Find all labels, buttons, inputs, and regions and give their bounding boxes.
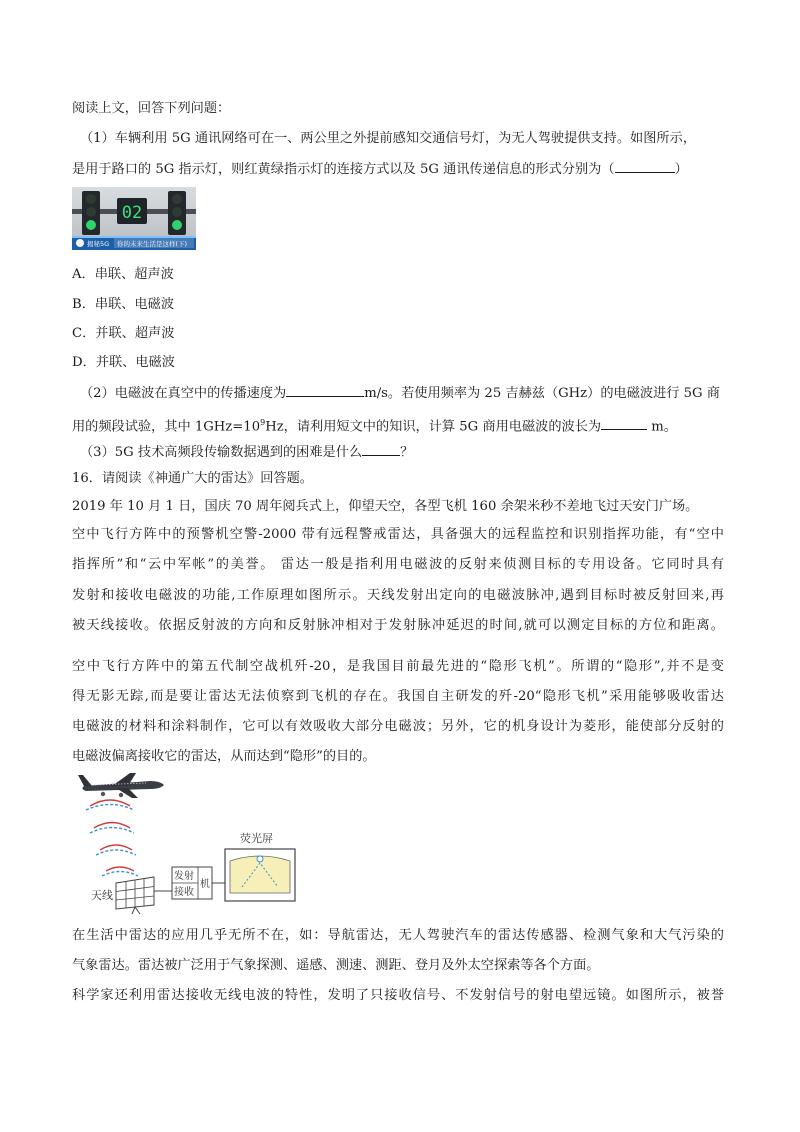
q16-title: 16．请阅读《神通广大的雷达》回答题。 — [72, 471, 313, 486]
q2-line-2 — [72, 414, 677, 436]
q16-p2-line-3: 发射和接收电磁波的功能,工作原理如图所示。天线发射出定向的电磁波脉冲,遇到目标时被反射回来,再 — [72, 588, 724, 603]
q2-line-1 — [80, 384, 720, 403]
q16-p4-line-2: 气象雷达。雷达被广泛用于气象探测、遥感、测速、测距、登月及外太空探索等各个方面。 — [72, 958, 600, 973]
q1-line-2-close: ） — [674, 162, 688, 177]
q16-p3-line-4: 电磁波偏离接收它的雷达，从而达到“隐形”的目的。 — [72, 749, 376, 764]
q16-paragraph-1: 2019 年 10 月 1 日，国庆 70 周年阅兵式上，仰望天空，各型飞机 160 余架米秒不差地飞过天安门广场。 — [72, 499, 699, 514]
traffic-light-photo — [72, 187, 196, 250]
q2-speed-blank — [286, 384, 364, 397]
radar-diagram — [72, 767, 312, 917]
q16-p4-line-1: 在生活中雷达的应用几乎无所不在，如：导航雷达，无人驾驶汽车的雷达传感器、检测气象和大气污染的 — [72, 928, 724, 943]
q2-line-1-a: （2）电磁波在真空中的传播速度为 — [80, 386, 287, 401]
photo-caption-left: 揭秘5G — [87, 240, 110, 248]
q1-answer-blank — [615, 160, 675, 173]
q3-mark: ？ — [400, 445, 414, 460]
q1-option-d: D．并联、电磁波 — [72, 355, 175, 370]
machine-label: 机 — [200, 879, 210, 890]
q3-line — [80, 443, 413, 462]
transmit-label: 发射 — [174, 871, 194, 882]
q16-p3-line-1: 空中飞行方阵中的第五代制空战机歼-20，是我国目前最先进的“隐形飞机”。所谓的“隐形”,并不是变 — [72, 659, 724, 674]
q16-p3-line-2: 得无影无踪,而是要让雷达无法侦察到飞机的存在。我国自主研发的歼-20“隐形飞机”采用能够吸收雷达 — [72, 689, 724, 704]
antenna-icon — [116, 877, 154, 914]
q16-p2-line-2: 指挥所”和“云中军帐”的美誉。 雷达一般是指利用电磁波的反射来侦测目标的专用设备。它同时具有 — [72, 557, 724, 572]
receive-label: 接收 — [174, 887, 194, 898]
countdown-display: 02 — [121, 203, 143, 223]
q2-line-2-c: m。 — [647, 419, 677, 435]
q1-option-b: B．串联、电磁波 — [72, 297, 175, 312]
q1-option-c: C．并联、超声波 — [72, 326, 175, 341]
screen-label: 荧光屏 — [240, 832, 273, 845]
q16-p2-line-1: 空中飞行方阵中的预警机空警-2000 带有远程警戒雷达，具备强大的远程监控和识别指挥功能，有“空中 — [72, 527, 724, 542]
intro-text: 阅读上文，回答下列问题： — [72, 101, 231, 116]
q16-p3-line-3: 电磁波的材料和涂料制作，它可以有效吸收大部分电磁波；另外，它的机身设计为菱形，能使部分反射的 — [72, 719, 724, 734]
q1-line-2 — [72, 160, 688, 179]
q3-text: （3）5G 技术高频段传输数据遇到的困难是什么 — [80, 445, 363, 460]
q2-wavelength-blank — [601, 417, 647, 430]
q2-exponent: 9 — [260, 418, 266, 427]
q16-p5-line-1: 科学家还利用雷达接收无线电波的特性，发明了只接收信号、不发射信号的射电望远镜。如图所示，被誉 — [72, 988, 724, 1003]
airplane-icon — [78, 773, 164, 798]
q2-line-2-b: Hz，请利用短文中的知识，计算 5G 商用电磁波的波长为 — [265, 419, 602, 435]
q1-option-a: A．串联、超声波 — [72, 267, 174, 282]
photo-caption-right: 你的未来生活是这样(下) — [117, 240, 188, 248]
q2-line-1-b: m/s。若使用频率为 25 吉赫兹（GHz）的电磁波进行 5G 商 — [364, 386, 720, 401]
fluorescent-screen — [225, 849, 295, 901]
q2-line-2-a: 用的频段试验，其中 1GHz=10 — [72, 419, 261, 435]
q1-line-2-text: 是用于路口的 5G 指示灯，则红黄绿指示灯的连接方式以及 5G 通讯传递信息的形式分别为（ — [72, 162, 615, 177]
q1-line-1: （1）车辆利用 5G 通讯网络可在一、两公里之外提前感知交通信号灯，为无人驾驶提供支持。如图所示， — [80, 131, 696, 146]
radar-waves — [86, 800, 138, 876]
antenna-label: 天线 — [91, 889, 113, 902]
q16-p2-line-4: 被天线接收。依据反射波的方向和反射脉冲相对于发射脉冲延迟的时间,就可以测定目标的方位和距离。 — [72, 618, 724, 633]
q3-answer-blank — [362, 443, 400, 456]
